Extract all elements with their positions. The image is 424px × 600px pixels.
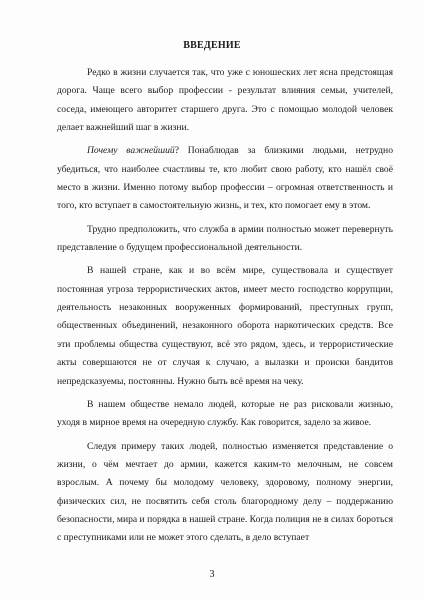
paragraph-6 (57, 438, 393, 548)
paragraph-4-text: В нашей стране, как и во всём мире, существовала и существует постоянная угроза террористических актов, имеет место господство коррупции, деятельность незаконных вооруженных формирований, преступных групп, общественных объединений, незаконного оборота наркотических средств. Все эти проблемы общества существуют, всё это рядом, здесь, и террористические акты совершаются не от случая к случаю, а вылазки и происки бандитов непредсказуемы, постоянны. Нужно быть всё время на чеку. (57, 265, 393, 387)
paragraph-1-text: Редко в жизни случается так, что уже с юношеских лет ясна предстоящая дорога. Чаще всего выбор профессии - результат влияния семьи, учителей, соседа, имеющего авторитет старшего друга. Это с помощью молодой человек делает важнейший шаг в жизни. (57, 67, 393, 134)
paragraph-1 (57, 64, 393, 137)
paragraph-4 (57, 262, 393, 390)
paragraph-6-text: Следуя примеру таких людей, полностью изменяется представление о жизни, о чём мечтает до армии, кажется каким-то мелочным, не совсем взрослым. А почему бы молодому человеку, здоровому, полному энергии, физических сил, не посвятить себя столь благородному делу – поддержанию безопасности, мира и порядка в нашей стране. Когда полиция не в силах бороться с преступниками или не может этого сделать, в дело вступает (57, 440, 393, 544)
paragraph-5-text: В нашем обществе немало людей, которые не раз рисковали жизнью, уходя в мирное время на очередную службу. Как говорится, задело за живое. (57, 398, 393, 429)
paragraph-3 (57, 221, 393, 258)
document-heading: ВВЕДЕНИЕ (183, 40, 241, 51)
paragraph-3-text: Трудно предположить, что служба в армии полностью может перевернуть представление о будущем профессиональной деятельности. (57, 223, 393, 254)
paragraph-2 (57, 142, 393, 215)
paragraph-2-text: ? Понаблюдав за близкими людьми, нетрудно убедиться, что наиболее счастливы те, кто любит свою работу, кто нашёл своё место в жизни. Именно потому выбор профессии – огромная ответственность и того, кто вступает в самостоятельную жизнь, и тех, кто помогает ему в этом. (57, 145, 393, 212)
page-number: 3 (209, 569, 215, 580)
paragraph-2-italic-lead: Почему важнейший (87, 145, 175, 157)
document-body (57, 64, 393, 548)
paragraph-5 (57, 396, 393, 433)
